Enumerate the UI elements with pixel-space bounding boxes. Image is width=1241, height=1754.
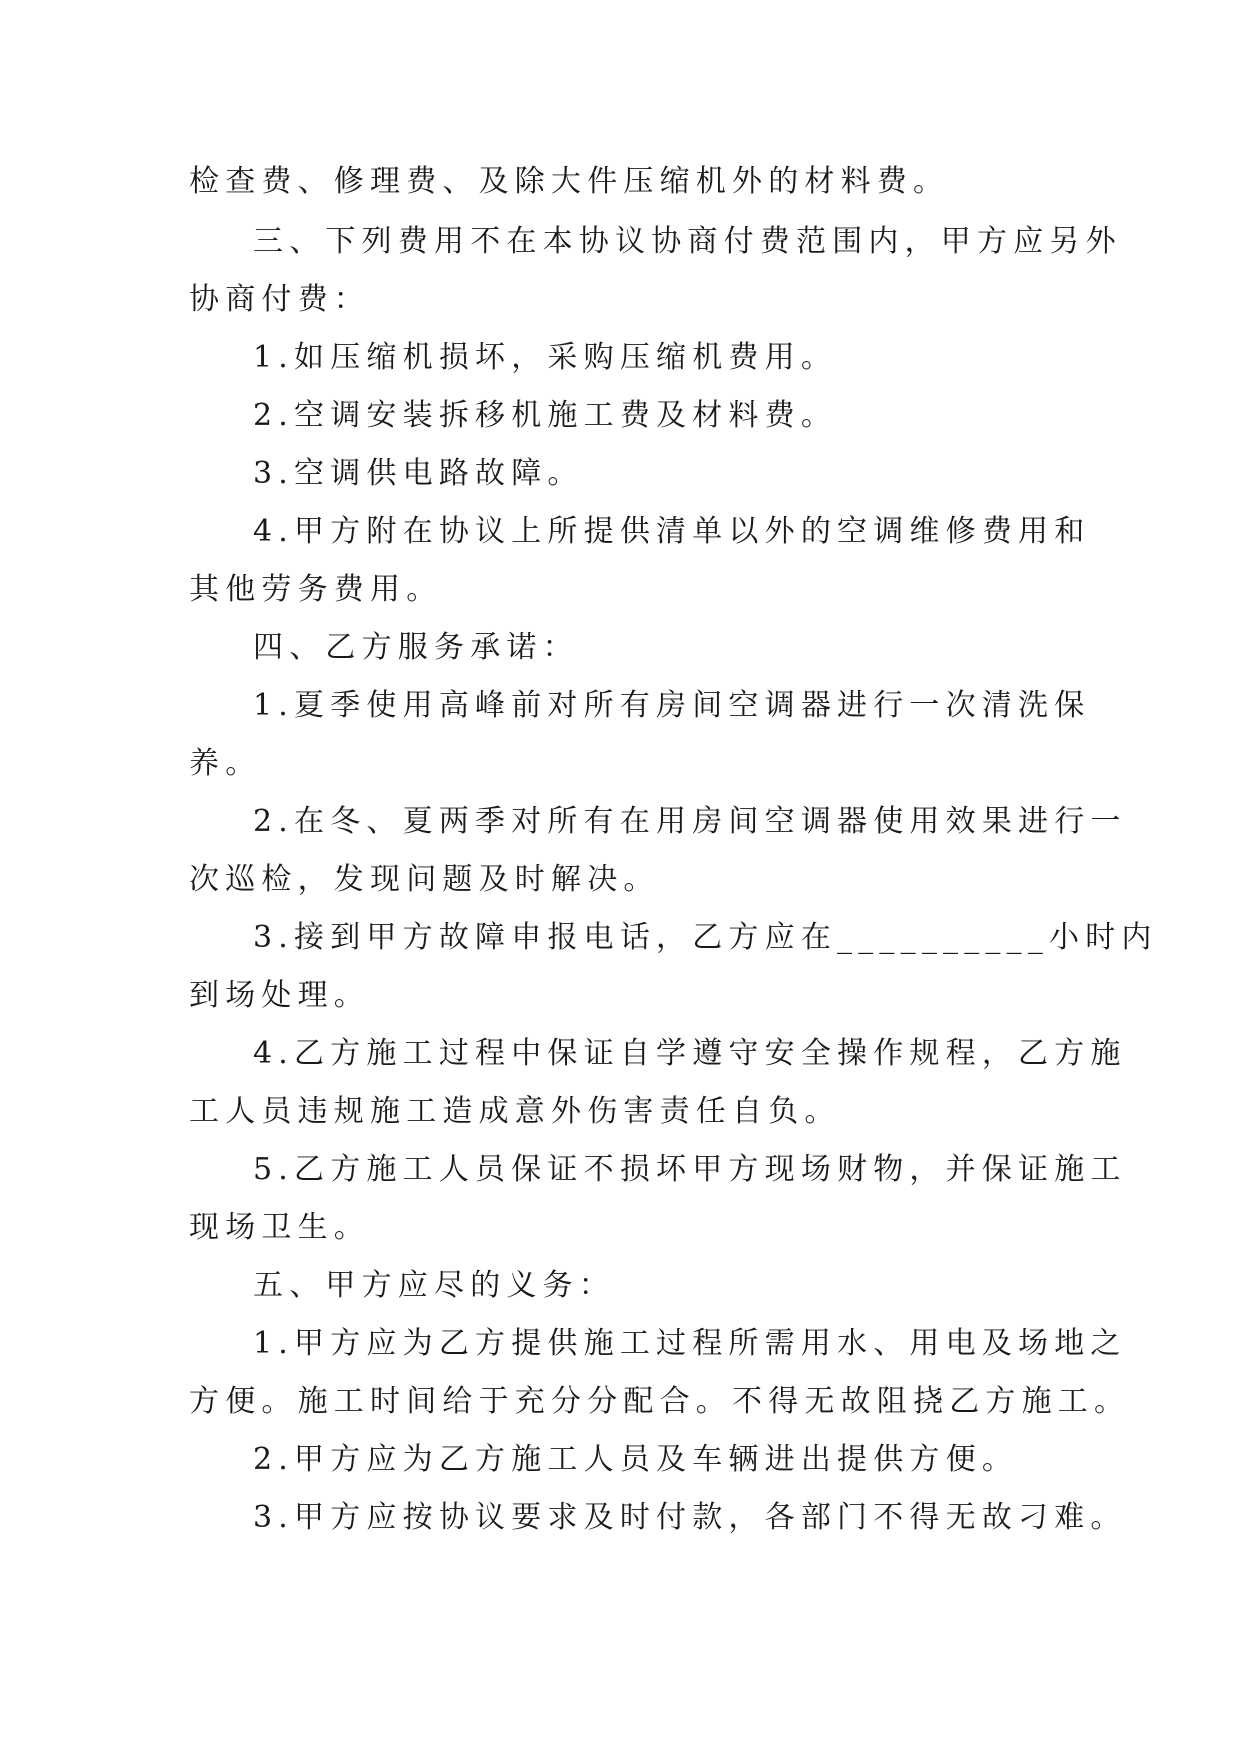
list-item: 5.乙方施工人员保证不损坏甲方现场财物，并保证施工 [253,1152,1127,1187]
list-item: 4.甲方附在协议上所提供清单以外的空调维修费用和 [253,514,1091,549]
list-item: 3.接到甲方故障申报电话，乙方应在__________小时内 [253,920,1158,955]
text-line: 现场卫生。 [189,1210,370,1245]
list-item: 1.甲方应为乙方提供施工过程所需用水、用电及场地之 [253,1326,1127,1361]
text-line: 方便。施工时间给于充分分配合。不得无故阻挠乙方施工。 [189,1384,1131,1419]
text-line: 工人员违规施工造成意外伤害责任自负。 [189,1094,841,1129]
section-five-heading: 五、甲方应尽的义务： [253,1268,615,1303]
list-item: 2.在冬、夏两季对所有在用房间空调器使用效果进行一 [253,804,1127,839]
list-item: 2.空调安装拆移机施工费及材料费。 [253,398,838,433]
list-item: 1.如压缩机损坏，采购压缩机费用。 [253,340,838,375]
text-line: 检查费、修理费、及除大件压缩机外的材料费。 [189,164,950,199]
text-line: 其他劳务费用。 [189,572,443,607]
section-three-heading: 三、下列费用不在本协议协商付费范围内，甲方应另外 [253,224,1122,259]
list-item: 3.甲方应按协议要求及时付款，各部门不得无故刁难。 [253,1500,1127,1535]
list-item: 3.空调供电路故障。 [253,456,584,491]
text-line: 协商付费： [189,282,370,317]
list-item: 4.乙方施工过程中保证自学遵守安全操作规程，乙方施 [253,1036,1127,1071]
text-line: 到场处理。 [189,978,370,1013]
section-four-heading: 四、乙方服务承诺： [253,630,579,665]
list-item: 1.夏季使用高峰前对所有房间空调器进行一次清洗保 [253,688,1091,723]
text-line: 养。 [189,746,262,781]
text-line: 次巡检，发现问题及时解决。 [189,862,660,897]
list-item: 2.甲方应为乙方施工人员及车辆进出提供方便。 [253,1442,1019,1477]
